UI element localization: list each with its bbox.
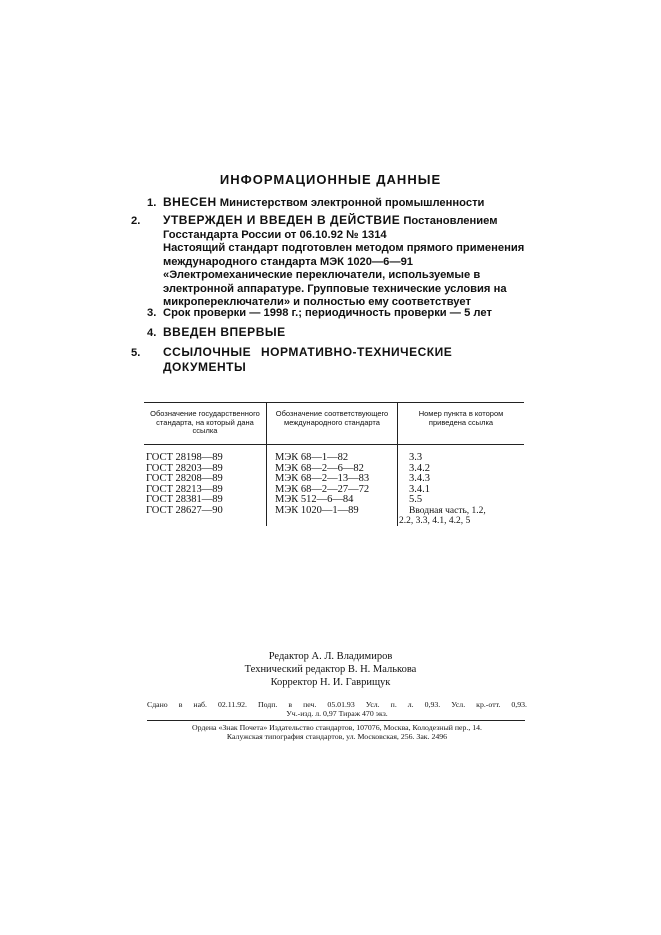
table-divider (397, 402, 398, 526)
table-col-gost: ГОСТ 28198—89 ГОСТ 28203—89 ГОСТ 28208—89 ГОСТ 28213—89 ГОСТ 28381—89 ГОСТ 28627—90 (146, 452, 223, 516)
credits: Редактор А. Л. Владимиров Технический редактор В. Н. Малькова Корректор Н. И. Гаврищук (244, 651, 417, 688)
table-header-clause: Номер пункта в котором приведена ссылка (418, 409, 504, 427)
item-3: 3. Срок проверки — 1998 г.; периодичность проверки — 5 лет (147, 307, 492, 319)
item-2: 2. УТВЕРЖДЕН И ВВЕДЕН В ДЕЙСТВИЕ Постановлением Госстандарта России от 06.10.92 № 1314 Настоящий стандарт подготовлен методом прямого применения международного стандарта МЭК 1020—6—91 «Электромеханические переключатели, используемые в электронной аппаратуре. Групповые технические условия на микропереключатели» и полностью ему соответствует (131, 213, 525, 308)
item-2-note: Настоящий стандарт подготовлен методом прямого применения международного стандарта МЭК 1020—6—91 «Электромеханические переключатели, используемые в электронной аппаратуре. Групповые технические условия на микропереключатели» и полностью ему соответствует (163, 242, 525, 308)
footer-rule (147, 720, 525, 721)
imprint: Сдано в наб. 02.11.92. Подп. в печ. 05.01.93 Усл. п. л. 0,93. Усл. кр.-отт. 0,93. Уч.-изд. л. 0,97 Тираж 470 экз. (147, 700, 527, 718)
table-col-clause: 3.3 3.4.2 3.4.3 3.4.1 5.5 Вводная часть, 1.2, 2.2, 3.3, 4.1, 4.2, 5 (399, 452, 486, 526)
item-1: 1. ВНЕСЕН Министерством электронной промышленности (147, 195, 485, 209)
item-4: 4. ВВЕДЕН ВПЕРВЫЕ (147, 325, 286, 339)
table-header-rule (144, 444, 524, 445)
table-header-iec: Обозначение соответствующего международного стандарта (275, 409, 389, 427)
table-header-gost: Обозначение государственного стандарта, на который дана ссылка (150, 409, 260, 435)
page-title: ИНФОРМАЦИОННЫЕ ДАННЫЕ (219, 172, 442, 187)
publisher: Ордена «Знак Почета» Издательство стандартов, 107076, Москва, Колодезный пер., 14. Калужская типография стандартов, ул. Московская, 256. Зак. 2496 (192, 723, 482, 741)
table-col-iec: МЭК 68—1—82 МЭК 68—2—6—82 МЭК 68—2—13—83 МЭК 68—2—27—72 МЭК 512—6—84 МЭК 1020—1—89 (275, 452, 370, 516)
table-divider (266, 402, 267, 526)
table-top-rule (144, 402, 524, 403)
item-5: 5. ССЫЛОЧНЫЕ НОРМАТИВНО-ТЕХНИЧЕСКИЕ ДОКУМЕНТЫ (131, 345, 453, 374)
